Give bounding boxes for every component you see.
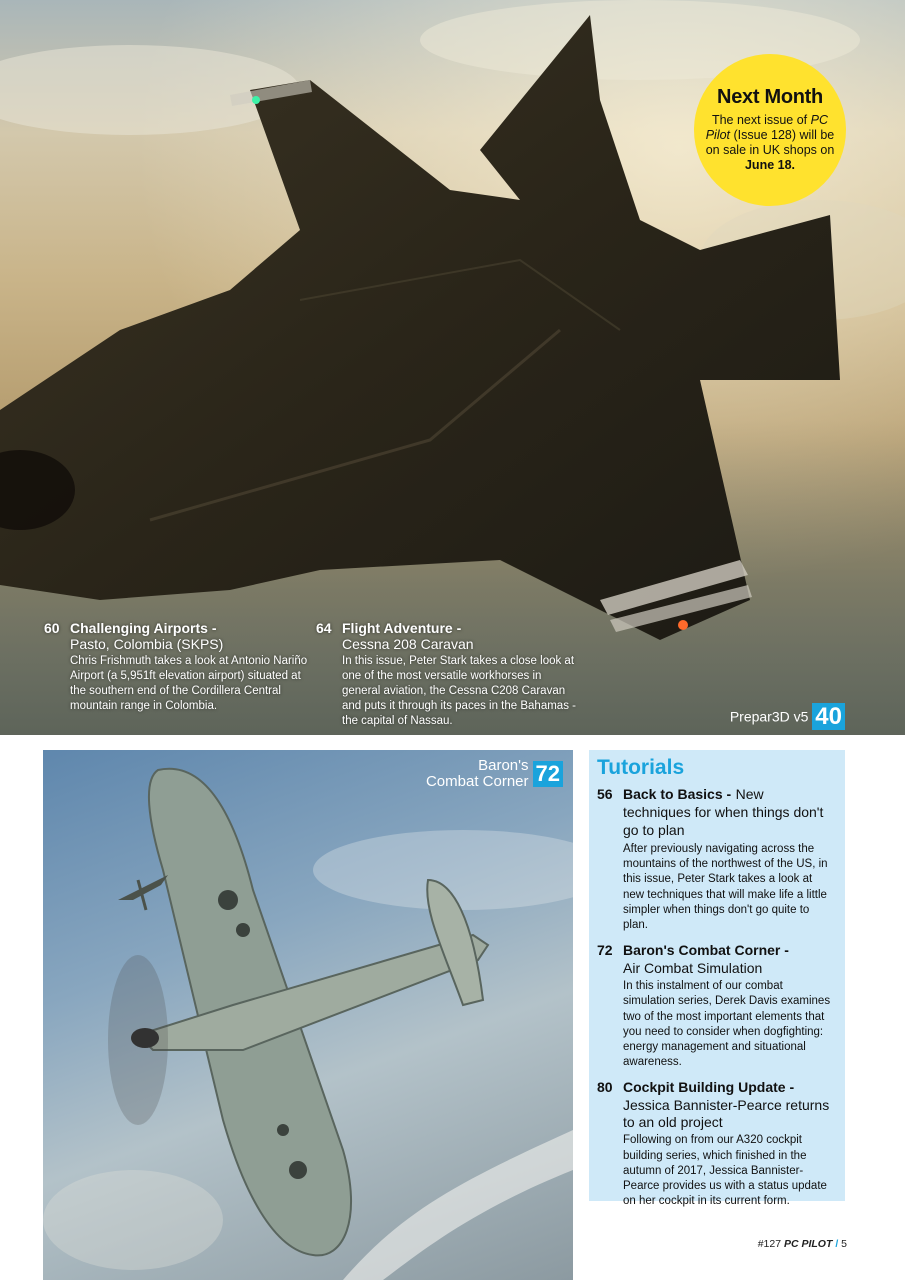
tutorial-description: In this instalment of our combat simulation series, Derek Davis examines two of the most important elements that you need to consider when dogfighting: energy management and situational awareness. xyxy=(623,980,831,1069)
page-footer xyxy=(758,1238,847,1250)
tutorial-page-number: 56 xyxy=(597,786,613,802)
next-month-badge xyxy=(694,54,846,206)
tutorial-title: Cockpit Building Update - xyxy=(623,1079,795,1096)
tutorials-heading: Tutorials xyxy=(597,756,685,779)
prepar3d-tag[interactable] xyxy=(730,703,845,730)
feature-subtitle: Cessna 208 Caravan xyxy=(342,636,474,652)
tutorial-subtitle: New techniques for when things don't go to plan xyxy=(623,786,824,838)
prepar3d-page-number: 40 xyxy=(812,703,845,730)
badge-date: June 18. xyxy=(744,158,796,172)
tutorial-page-number: 72 xyxy=(597,942,613,959)
footer-page-number: 5 xyxy=(841,1238,847,1250)
feature-page-number: 64 xyxy=(316,620,332,636)
feature-title: Flight Adventure - xyxy=(342,620,462,636)
tutorial-item-barons-combat-corner[interactable] xyxy=(597,942,835,1070)
spitfire-illustration xyxy=(43,750,573,1280)
barons-combat-corner-tag[interactable] xyxy=(426,758,563,790)
tutorial-page-number: 80 xyxy=(597,1079,613,1096)
tutorials-panel xyxy=(589,750,845,1208)
tutorial-title: Baron's Combat Corner - xyxy=(623,942,789,959)
tutorial-title: Back to Basics - xyxy=(623,786,732,802)
barons-page-number: 72 xyxy=(533,761,563,787)
feature-subtitle: Pasto, Colombia (SKPS) xyxy=(70,636,224,652)
barons-tag-label: Baron's Combat Corner xyxy=(425,757,529,790)
prepar3d-label: Prepar3D v5 xyxy=(729,708,809,725)
tutorial-subtitle: Jessica Bannister-Pearce returns to an old project xyxy=(623,1097,830,1131)
footer-magazine: PC PILOT xyxy=(783,1238,833,1250)
spitfire-photo xyxy=(43,750,573,1280)
footer-issue: #127 xyxy=(757,1238,782,1250)
tutorial-item-cockpit-building-update[interactable] xyxy=(597,1079,835,1209)
feature-description: In this issue, Peter Stark takes a close look at one of the most versatile workhorses in general aviation, the Cessna C208 Caravan and puts it through its paces in the Bahamas - the capital of Nassau. xyxy=(342,655,576,727)
badge-magazine-name: PC Pilot xyxy=(705,113,829,142)
footer-slash: / xyxy=(835,1238,839,1250)
badge-title: Next Month xyxy=(717,86,823,108)
feature-title: Challenging Airports - xyxy=(70,620,217,636)
badge-body: The next issue of PC Pilot (Issue 128) will be on sale in UK shops on June 18. xyxy=(705,113,835,172)
tutorial-description: Following on from our A320 cockpit building series, which finished in the autumn of 2017, Jessica Bannister-Pearce provides us with a status update on her cockpit in its current form. xyxy=(623,1134,827,1208)
tutorial-subtitle: Air Combat Simulation xyxy=(623,960,763,977)
feature-page-number: 60 xyxy=(44,620,60,636)
feature-description: Chris Frishmuth takes a look at Antonio Nariño Airport (a 5,951ft elevation airport) situated at the southern end of the Cordillera Central mountain range in Colombia. xyxy=(70,655,308,712)
tutorial-description: After previously navigating across the mountains of the northwest of the US, in this issue, Peter Stark takes a look at new techniques that will make life a little simpler when things don't go quite to plan. xyxy=(623,843,828,932)
tutorial-item-back-to-basics[interactable] xyxy=(597,786,835,933)
